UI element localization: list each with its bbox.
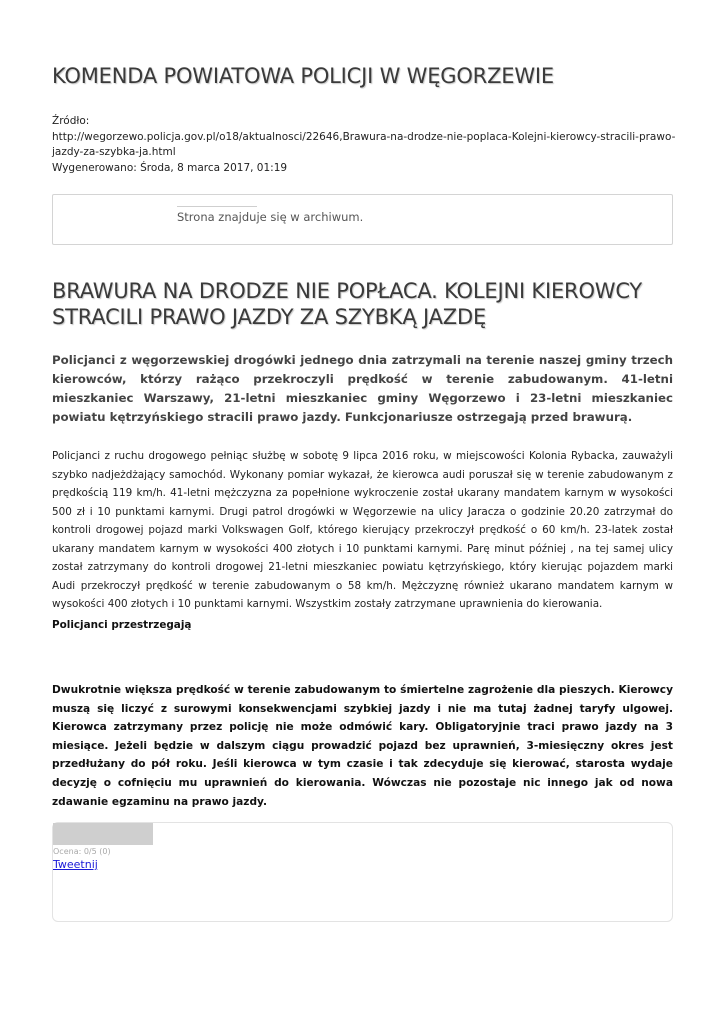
source-url: http://wegorzewo.policja.gov.pl/o18/aktualnosci/22646,Brawura-na-drodze-nie-poplaca-Kolejni-kierowcy-stracili-prawo-jazdy-za-szybka-ja.html	[52, 130, 676, 158]
generated-date: Wygenerowano: Środa, 8 marca 2017, 01:19	[52, 161, 288, 174]
article-body: Policjanci z ruchu drogowego pełniąc służbę w sobotę 9 lipca 2016 roku, w miejscowości Kolonia Rybacka, zauważyli szybko nadjeżdżający samochód. Wykonany pomiar wykazał, że kierowca audi poruszał się w terenie zabudowanym z prędkością 119 km/h. 41-letni mężczyzna za popełnione wykroczenie został ukarany mandatem karnym w wysokości 500 zł i 10 punktami karnymi. Drugi patrol drogówki w Węgorzewie na ulicy Jaracza o godzinie 20.20 zatrzymał do kontroli drogowej pojazd marki Volkswagen Golf, którego kierujący przekroczył prędkość o 60 km/h. 23-latek został ukarany mandatem karnym w wysokości 400 złotych i 10 punktami karnymi. Parę minut później , na tej samej ulicy został zatrzymany do kontroli drogowej 21-letni mieszkaniec powiatu kętrzyńskiego, który kierując pojazdem marki Audi przekroczył prędkość w terenie zabudowanym o 58 km/h. Mężczyznę również ukarano mandatem karnym w wysokości 400 złotych i 10 punktami karnymi. Wszystkim zostały zatrzymane uprawnienia do kierowania.	[52, 450, 673, 610]
article-warning: Dwukrotnie większa prędkość w terenie zabudowanym to śmiertelne zagrożenie dla pieszych. Kierowcy muszą się liczyć z surowymi konsekwencjami szybkiej jazdy i nie ma tutaj żadnej taryfy ulgowej. Kierowca zatrzymany przez policję nie może odmówić kary. Obligatoryjnie traci prawo jazdy na 3 miesiące. Jeżeli będzie w dalszym ciągu prowadzić pojazd bez uprawnień, 3-miesięczny okres jest przedłużany do pół roku. Jeśli kierowca w tym czasie i tak zdecyduje się kierować, starosta wydaje decyzję o cofnięciu mu uprawnień do kierowania. Wówczas nie pozostaje nic innego jak od nowa zdawanie egzaminu na prawo jazdy.	[52, 684, 673, 808]
rating-panel	[52, 822, 673, 922]
rating-text: Ocena: 0/5 (0)	[53, 847, 111, 856]
article-title: BRAWURA NA DRODZE NIE POPŁACA. KOLEJNI KIEROWCY STRACILI PRAWO JAZDY ZA SZYBKĄ JAZDĘ	[52, 279, 643, 329]
article-lead: Policjanci z węgorzewskiej drogówki jednego dnia zatrzymali na terenie naszej gminy trzech kierowców, którzy rażąco przekroczyli prędkość w terenie zabudowanym. 41-letni mieszkaniec Warszawy, 21-letni mieszkaniec gminy Węgorzewo i 23-letni mieszkaniec powiatu kętrzyńskiego stracili prawo jazdy. Funkcjonariusze ostrzegają przed brawurą.	[52, 353, 673, 424]
archive-divider	[177, 206, 257, 207]
tweet-link[interactable]: Tweetnij	[53, 858, 98, 871]
article-subhead: Policjanci przestrzegają	[52, 619, 192, 631]
archive-notice-box	[52, 194, 673, 245]
rating-stars-bar[interactable]	[53, 823, 153, 845]
site-title: KOMENDA POWIATOWA POLICJI W WĘGORZEWIE	[52, 64, 554, 88]
source-meta	[52, 114, 677, 176]
source-label: Źródło:	[52, 115, 90, 127]
archive-notice: Strona znajduje się w archiwum.	[177, 210, 364, 224]
